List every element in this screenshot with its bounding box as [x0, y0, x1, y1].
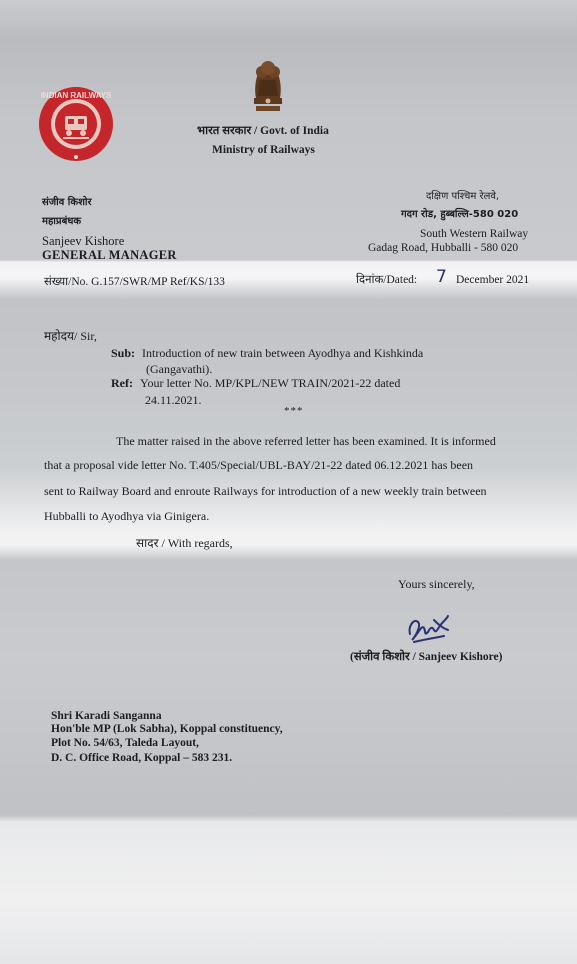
sender-name-hindi: संजीव किशोर — [42, 197, 92, 208]
separator-stars: *** — [284, 405, 304, 417]
subject-line-2: (Gangavathi). — [146, 362, 213, 376]
subject-line-1: Introduction of new train between Ayodhya and Kishkinda — [142, 346, 424, 360]
recipient-line-3: Plot No. 54/63, Taleda Layout, — [51, 737, 199, 749]
handwritten-signature — [404, 604, 458, 648]
signatory-name: (संजीव किशोर / Sanjeev Kishore) — [350, 651, 503, 663]
reference-number: संख्या/No. G.157/SWR/MP Ref/KS/133 — [44, 276, 225, 288]
salutation: महोदय/ Sir, — [44, 329, 97, 343]
state-emblem-icon — [248, 58, 288, 116]
ref-line-2: 24.11.2021. — [145, 393, 202, 407]
indian-railways-logo-icon — [38, 86, 114, 162]
body-line-3: sent to Railway Board and enroute Railways for introduction of a new weekly train between — [44, 484, 487, 498]
ministry-heading: Ministry of Railways — [212, 144, 315, 156]
body-line-1: The matter raised in the above referred letter has been examined. It is informed — [116, 434, 496, 448]
date-month-year: December 2021 — [456, 274, 530, 286]
office-address-hindi: गदग रोड, हुब्बल्लि-580 020 — [401, 209, 519, 220]
sender-title: GENERAL MANAGER — [42, 248, 177, 262]
office-name-hindi: दक्षिण पश्चिम रेलवे, — [426, 191, 500, 202]
ref-label: Ref: — [111, 376, 133, 390]
office-name: South Western Railway — [420, 228, 529, 240]
sender-title-hindi: महाप्रबंधक — [42, 216, 82, 227]
office-address: Gadag Road, Hubballi - 580 020 — [368, 242, 519, 254]
ref-line-1: Your letter No. MP/KPL/NEW TRAIN/2021-22 dated — [140, 376, 401, 390]
recipient-line-1: Shri Karadi Sanganna — [51, 710, 162, 722]
sender-name: Sanjeev Kishore — [42, 234, 125, 248]
logo-lettering: INDIAN RAILWAYS — [40, 91, 112, 100]
date-label: दिनांक/Dated: — [356, 274, 418, 286]
body-line-4: Hubballi to Ayodhya via Ginigera. — [44, 509, 210, 523]
recipient-line-4: D. C. Office Road, Koppal – 583 231. — [51, 752, 233, 764]
recipient-line-2: Hon'ble MP (Lok Sabha), Koppal constituency, — [51, 723, 283, 735]
date-day-handwritten: 7 — [436, 267, 447, 287]
govt-of-india-heading: भारत सरकार / Govt. of India — [197, 125, 329, 137]
regards: सादर / With regards, — [136, 536, 233, 550]
body-line-2: that a proposal vide letter No. T.405/Special/UBL-BAY/21-22 dated 06.12.2021 has been — [44, 458, 474, 472]
closing: Yours sincerely, — [398, 577, 475, 591]
subject-label: Sub: — [111, 346, 136, 360]
